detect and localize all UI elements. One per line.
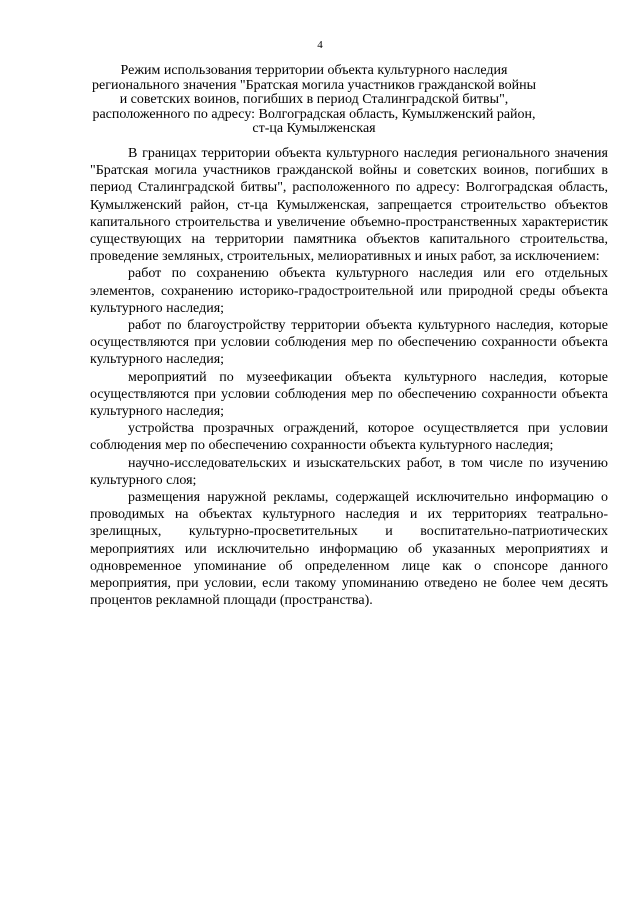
page-number: 4 [317, 39, 323, 51]
exception-item: размещения наружной рекламы, содержащей исключительно информацию о проводимых на объектах культурного наследия и их территориях театрально-зрелищных, культурно-просветительных и воспитательно-патриотических мероприятиях или исключительно информацию об указанных мероприятиях и одновременное упоминание об определенном лице как о спонсоре данного мероприятия, при условии, если такому упоминанию отведено не более чем десять процентов рекламной площади (пространства). [90, 490, 608, 609]
title-line: регионального значения "Братская могила участников гражданской войны [92, 77, 536, 93]
title-line: Режим использования территории объекта культурного наследия [120, 63, 508, 78]
exception-item: научно-исследовательских и изыскательских работ, в том числе по изучению культурного слоя; [90, 455, 608, 488]
exception-item: работ по благоустройству территории объекта культурного наследия, которые осуществляются при условии соблюдения мер по обеспечению сохранности объекта культурного наследия; [90, 318, 608, 368]
title-line: и советских воинов, погибших в период Сталинградской битвы", [119, 92, 509, 107]
document-body [90, 145, 608, 609]
title-line: расположенного по адресу: Волгоградская область, Кумылженский район, [92, 106, 536, 122]
exception-item: устройства прозрачных ограждений, которое осуществляется при условии соблюдения мер по обеспечению сохранности объекта культурного наследия; [90, 421, 608, 454]
title-line: ст-ца Кумылженская [252, 121, 376, 136]
exception-item: работ по сохранению объекта культурного наследия или его отдельных элементов, сохранению историко-градостроительной или природной среды объекта культурного наследия; [90, 266, 608, 316]
exception-item: мероприятий по музеефикации объекта культурного наследия, которые осуществляются при условии соблюдения мер по обеспечению сохранности объекта культурного наследия; [90, 369, 608, 420]
intro-paragraph: В границах территории объекта культурного наследия регионального значения "Братская могила участников гражданской войны и советских воинов, погибших в период Сталинградской битвы", расположенного по адресу: Волгоградская область, Кумылженский район, ст-ца Кумылженская, запрещается строительство объектов капитального строительства и увеличение объемно-пространственных характеристик существующих на территории памятника объектов капитального строительства, проведение земляных, строительных, мелиоративных и иных работ, за исключением: [90, 146, 608, 265]
document-title [90, 64, 538, 137]
